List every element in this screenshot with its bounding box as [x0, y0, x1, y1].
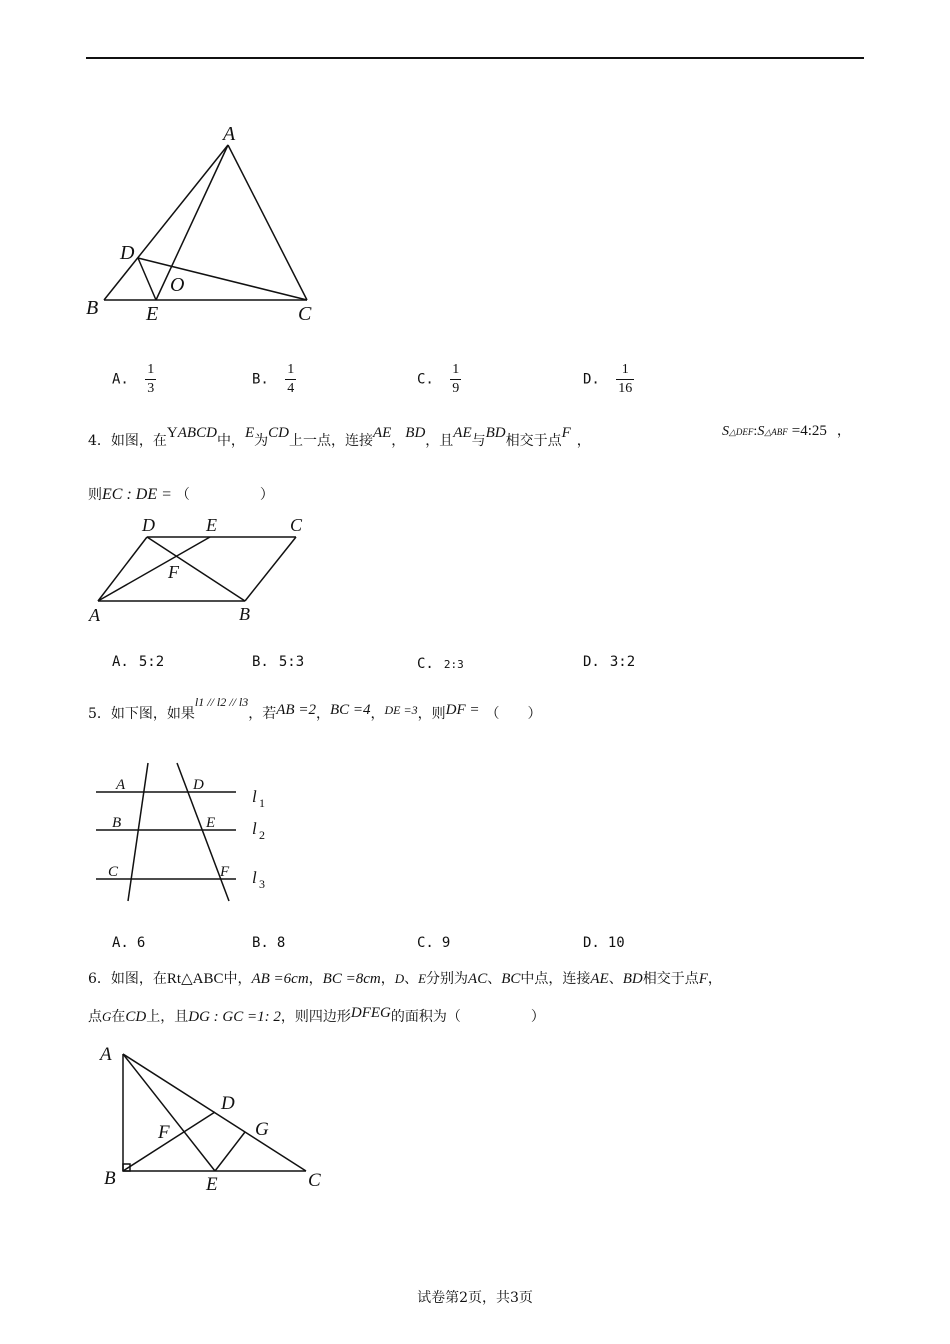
question-text: ，若 [248, 706, 277, 722]
q6-label-b: B [104, 1168, 116, 1189]
q5-parallel-lines-figure [88, 758, 288, 908]
q5-label-c: C [108, 864, 119, 880]
math-g: G [102, 1009, 112, 1024]
option-letter: D. [583, 371, 600, 388]
option-letter: B. [252, 371, 269, 388]
q3-option-b[interactable] [252, 361, 296, 398]
option-letter: C. [417, 371, 434, 388]
question-text: 、 [404, 971, 419, 987]
option-letter: A. [112, 654, 129, 670]
q5-option-d[interactable] [583, 935, 625, 951]
q4-parallelogram-figure [84, 512, 334, 627]
math-e: E [418, 971, 427, 986]
question-text: ， [707, 971, 722, 987]
math-dfeg: DFEG [350, 1005, 391, 1021]
fraction-numerator: 1 [450, 361, 461, 380]
math-d: D [394, 971, 405, 986]
math-ab: AB =6cm [251, 971, 309, 987]
option-letter: B. [252, 935, 269, 951]
option-value: 6 [136, 935, 146, 951]
question-text: 相交于点 [505, 433, 562, 449]
math-bc: BC =4 [329, 702, 371, 718]
option-value: 10 [607, 935, 625, 951]
math-bd: BD [405, 425, 426, 441]
option-letter: C. [417, 656, 434, 672]
q5-label-l2: l [252, 819, 257, 838]
fraction-denominator: 16 [618, 381, 633, 396]
q3-label-b: B [86, 297, 99, 319]
question-text: 分别为 [426, 971, 469, 987]
question-number: 6． [88, 971, 111, 987]
q3-option-d[interactable] [583, 361, 634, 398]
q5-question-line [88, 695, 542, 723]
question-text: 、 [608, 971, 623, 987]
q5-option-c[interactable] [417, 935, 450, 951]
q4-question-line1 [88, 425, 591, 450]
q6-question-line2 [88, 1006, 545, 1026]
fraction-denominator: 3 [147, 381, 155, 396]
math-bc: BC =8cm [322, 971, 381, 987]
question-text: ， [576, 433, 591, 449]
question-text: ， [836, 423, 851, 439]
q4-label-d: D [142, 515, 155, 535]
math-bd: BD [485, 425, 506, 441]
math-f: F [561, 425, 571, 441]
math-bd: BD [622, 971, 643, 987]
math-colon: : [753, 424, 758, 439]
q6-label-g: G [255, 1119, 269, 1140]
math-s: S [722, 424, 729, 439]
header-rule [86, 57, 864, 59]
q5-label-d: D [193, 777, 204, 793]
question-text: 如图，在 [110, 433, 167, 449]
q4-label-e: E [206, 515, 217, 535]
q6-label-d: D [221, 1093, 235, 1114]
q6-label-a: A [100, 1044, 112, 1065]
math-f: F [698, 971, 708, 987]
question-text: ，且 [425, 433, 454, 449]
math-cd: CD [268, 425, 289, 441]
math-subscript: △DEF [729, 427, 754, 437]
option-letter: D. [583, 654, 600, 670]
fraction-denominator: 9 [452, 381, 460, 396]
q6-label-f: F [158, 1122, 170, 1143]
math-cd: CD [125, 1009, 147, 1025]
question-text: ， [380, 971, 395, 987]
math-ae: AE [590, 971, 609, 987]
q5-label-b: B [112, 815, 122, 831]
option-letter: C. [417, 935, 434, 951]
question-text: ，则 [417, 706, 446, 722]
q4-option-c[interactable] [417, 656, 464, 672]
q3-label-e: E [146, 303, 159, 325]
math-ab: AB =2 [276, 702, 316, 718]
q3-label-a: A [223, 123, 236, 145]
question-text: 的面积为（ ） [390, 1009, 545, 1025]
math-df: DF = [445, 702, 480, 718]
q4-option-d[interactable] [583, 654, 635, 670]
q3-option-c[interactable] [417, 361, 461, 398]
math-rt-triangle: Rt△ABC [166, 971, 224, 987]
q6-label-c: C [308, 1170, 321, 1191]
question-text: 上，且 [146, 1009, 189, 1025]
math-ratio: DG : GC =1: 2 [188, 1009, 281, 1025]
fraction-numerator: 1 [285, 361, 296, 380]
q3-label-o: O [170, 274, 185, 296]
q4-label-f: F [168, 562, 179, 582]
option-letter: B. [252, 654, 269, 670]
question-text: 上一点，连接 [288, 433, 373, 449]
math-subscript: △ABF [764, 427, 788, 437]
question-text: 中点，连接 [520, 971, 591, 987]
q3-triangle-figure [80, 120, 340, 330]
option-letter: A. [112, 935, 129, 951]
fraction-numerator: 1 [616, 361, 634, 380]
question-text: ，则四边形 [280, 1009, 351, 1025]
math-ae: AE [453, 425, 472, 441]
question-text: 则 [88, 487, 102, 503]
question-number: 4． [88, 433, 111, 449]
q6-label-e: E [206, 1174, 218, 1195]
question-text: ， [370, 706, 385, 722]
q5-label-l2-sub: 2 [259, 828, 265, 842]
q3-option-a[interactable] [112, 361, 156, 398]
question-text: ， [391, 433, 406, 449]
q5-option-b[interactable] [252, 935, 285, 951]
question-text: 、 [487, 971, 502, 987]
question-text: 为 [254, 433, 269, 449]
question-text: 如下图，如果 [110, 706, 195, 722]
q6-right-triangle-figure [94, 1040, 344, 1200]
q5-label-l3: l [252, 868, 257, 887]
q5-label-l1: l [252, 787, 257, 806]
question-text: 如图，在 [110, 971, 167, 987]
math-de: DE =3 [384, 703, 418, 717]
math-ae: AE [372, 425, 392, 441]
question-text: 点 [88, 1009, 102, 1025]
fraction-numerator: 1 [145, 361, 156, 380]
option-value: 5:2 [138, 654, 165, 670]
q3-label-c: C [298, 303, 312, 325]
math-bc: BC [501, 971, 521, 987]
option-value: 3:2 [609, 654, 636, 670]
option-letter: A. [112, 371, 129, 388]
math-e: E [244, 425, 255, 441]
math-expression: EC : DE = [102, 486, 172, 503]
math-ratio-value: =4:25 [791, 423, 827, 439]
question-text: 与 [471, 433, 486, 449]
q6-question-line1 [88, 968, 722, 988]
question-text: ， [315, 706, 330, 722]
q5-label-f: F [220, 864, 230, 880]
question-text: 在 [111, 1009, 126, 1025]
q4-label-b: B [239, 604, 250, 624]
answer-blank: （ ） [175, 487, 274, 503]
q4-label-a: A [89, 605, 100, 625]
option-value: 8 [276, 935, 286, 951]
answer-blank: （ ） [485, 706, 542, 722]
question-text: 中， [216, 433, 245, 449]
math-abcd: ABCD [177, 425, 217, 441]
q3-label-d: D [120, 242, 135, 264]
q4-option-a[interactable] [112, 654, 164, 670]
q4-question-line2 [88, 484, 274, 504]
option-letter: D. [583, 935, 600, 951]
math-ac: AC [468, 971, 488, 987]
question-text: 中， [223, 971, 252, 987]
q4-option-b[interactable] [252, 654, 304, 670]
option-value: 5:3 [278, 654, 305, 670]
parallelogram-symbol: Y [166, 425, 178, 441]
q5-label-l3-sub: 3 [259, 877, 265, 891]
math-s: S [757, 424, 765, 439]
q5-label-l1-sub: 1 [259, 796, 265, 810]
page-footer: 试卷第2页，共3页 [417, 1290, 533, 1306]
q5-label-a: A [116, 777, 126, 793]
q5-label-e: E [206, 815, 216, 831]
fraction-denominator: 4 [287, 381, 295, 396]
q5-option-a[interactable] [112, 935, 145, 951]
option-value: 2:3 [443, 658, 464, 671]
question-number: 5． [88, 706, 111, 722]
question-text: 相交于点 [642, 971, 699, 987]
math-parallel-lines: l1 // l2 // l3 [194, 695, 249, 709]
option-value: 9 [441, 935, 451, 951]
q4-label-c: C [290, 515, 303, 535]
q4-area-ratio [722, 420, 851, 440]
question-text: ， [308, 971, 323, 987]
